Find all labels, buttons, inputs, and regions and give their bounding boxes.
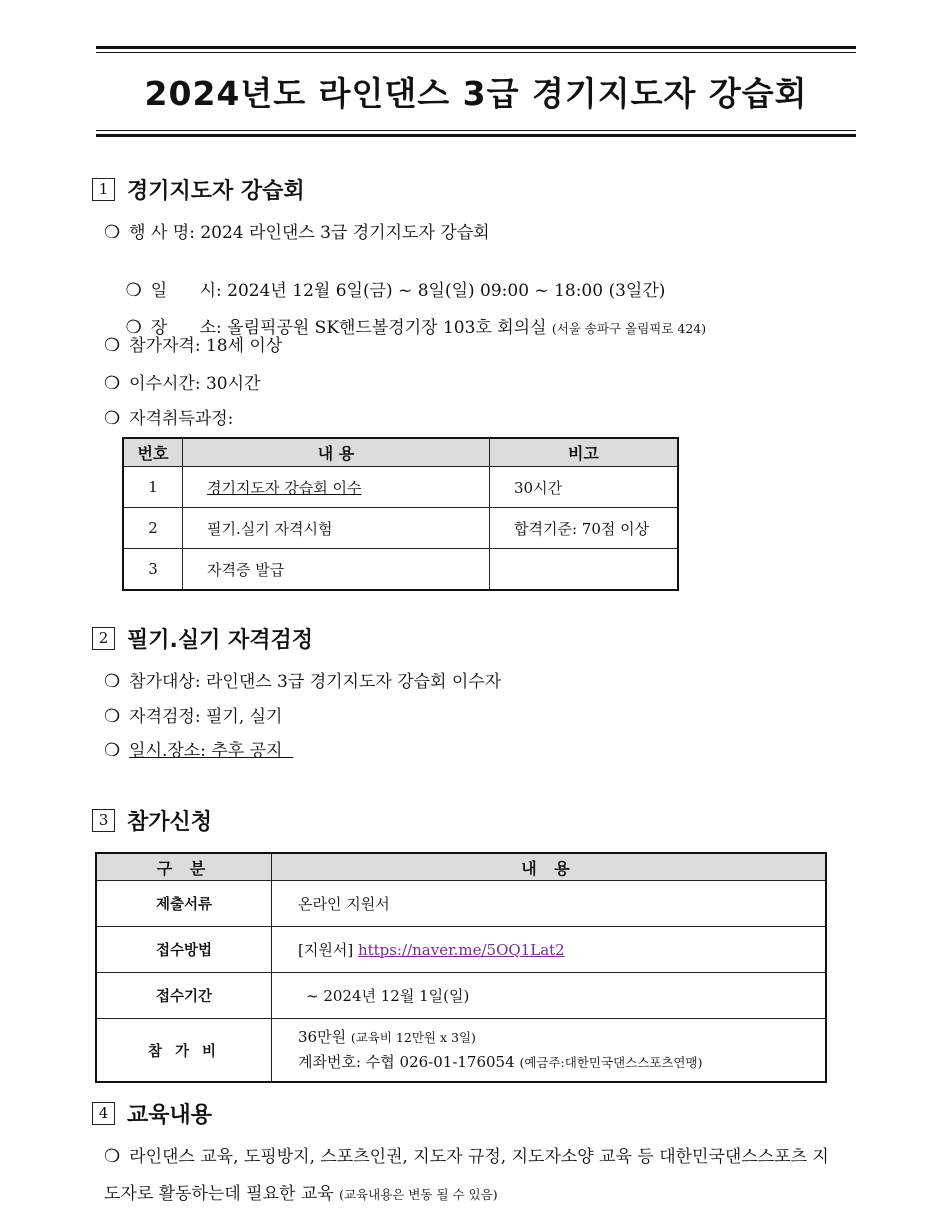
header-cell: 비고 [490, 438, 679, 467]
title-top-rule [96, 46, 856, 49]
target-item [104, 667, 501, 692]
item-label: 이수시간: [129, 374, 201, 394]
cell: 1 [123, 467, 183, 508]
table-header-row [123, 438, 678, 467]
header-cell: 구 분 [96, 853, 272, 881]
section-3-heading [92, 805, 212, 836]
bullet-icon: ❍ [104, 1146, 121, 1167]
item-value: 필기, 실기 [205, 707, 283, 727]
section-title: 경기지도자 강습회 [127, 179, 305, 204]
item-value: 2024 라인댄스 3급 경기지도자 강습회 [200, 223, 490, 243]
section-title: 교육내용 [127, 1103, 213, 1128]
bullet-icon: ❍ [125, 317, 142, 338]
item-label: 자격취득과정: [129, 409, 234, 429]
table-header-row [96, 853, 826, 881]
course-table [122, 437, 679, 591]
education-text: 라인댄스 교육, 도핑방지, 스포츠인권, 지도자 규정, 지도자소양 교육 등 대한민국댄스스포츠 지도자로 활동하는데 필요한 교육 [104, 1147, 829, 1204]
account-value: 계좌번호: 수협 026-01-176054 [298, 1053, 515, 1071]
exam-item [104, 702, 282, 727]
cell: 필기.실기 자격시험 [183, 508, 490, 549]
table-row [123, 508, 678, 549]
item-value: 라인댄스 3급 경기지도자 강습회 이수자 [205, 672, 502, 692]
item-value: 추후 공지 [211, 741, 283, 761]
bullet-icon: ❍ [104, 706, 121, 727]
section-number: 2 [92, 627, 115, 650]
row-label: 접수방법 [96, 927, 272, 973]
item-value: 18세 이상 [205, 336, 283, 356]
table-row [96, 881, 826, 927]
table-row [96, 973, 826, 1019]
cell: 합격기준: 70점 이상 [490, 508, 679, 549]
row-label: 참 가 비 [96, 1019, 272, 1083]
section-4-heading [92, 1098, 212, 1129]
table-row [96, 1019, 826, 1083]
title-top-rule-thin [96, 52, 856, 53]
header-cell: 번호 [123, 438, 183, 467]
row-label: 접수기간 [96, 973, 272, 1019]
cell: ~ 2024년 12월 1일(일) [272, 973, 827, 1019]
schedule-item [104, 736, 299, 761]
header-cell: 내 용 [272, 853, 827, 881]
section-title: 필기.실기 자격검정 [127, 628, 314, 653]
cell: 2 [123, 508, 183, 549]
item-label: 참가대상: [129, 672, 201, 692]
cell: 온라인 지원서 [272, 881, 827, 927]
education-content [104, 1138, 832, 1213]
item-label: 일 시: [150, 281, 222, 301]
account-note: (예금주:대한민국댄스스포츠연맹) [519, 1055, 703, 1070]
bullet-icon: ❍ [125, 280, 142, 301]
item-label: 자격검정: [129, 707, 201, 727]
fee-note: (교육비 12만원 x 3일) [350, 1030, 476, 1045]
table-row [96, 927, 826, 973]
event-name-item [104, 218, 490, 243]
table-row [123, 549, 678, 591]
bullet-icon: ❍ [104, 335, 121, 356]
bullet-icon: ❍ [104, 671, 121, 692]
bullet-icon: ❍ [104, 373, 121, 394]
section-number: 3 [92, 809, 115, 832]
cell: 자격증 발급 [183, 549, 490, 591]
item-label: 행 사 명: [129, 223, 195, 243]
application-table [95, 852, 827, 1083]
bullet-icon: ❍ [104, 740, 121, 761]
bullet-icon: ❍ [104, 222, 121, 243]
section-title: 참가신청 [127, 810, 213, 835]
course-item [104, 404, 233, 429]
schedule-underlined [129, 741, 299, 761]
section-2-heading [92, 623, 313, 654]
row-label: 제출서류 [96, 881, 272, 927]
title-bottom-rule-thin [96, 130, 856, 131]
cell: 경기지도자 강습회 이수 [207, 478, 362, 497]
item-label: 참가자격: [129, 336, 201, 356]
cell: 30시간 [490, 467, 679, 508]
document-title: 2024년도 라인댄스 3급 경기지도자 강습회 [144, 74, 808, 113]
header-cell: 내 용 [183, 438, 490, 467]
item-label: 장 소: [150, 318, 222, 338]
item-value: 30시간 [205, 374, 261, 394]
cell [490, 549, 679, 591]
item-value: 2024년 12월 6일(금) ~ 8일(일) 09:00 ~ 18:00 (3일간) [227, 281, 666, 301]
section-number: 1 [92, 178, 115, 201]
cell: [지원서] [298, 941, 354, 959]
hours-item [104, 369, 260, 394]
eligibility-item [104, 331, 282, 356]
address-note: (서울 송파구 올림픽로 424) [551, 321, 707, 336]
fee-value: 36만원 [298, 1028, 347, 1046]
item-value: 올림픽공원 SK핸드볼경기장 103호 회의실 [227, 318, 547, 338]
title-bottom-rule [96, 134, 856, 137]
cell: 3 [123, 549, 183, 591]
education-note: (교육내용은 변동 될 수 있음) [339, 1187, 498, 1202]
section-number: 4 [92, 1102, 115, 1125]
table-row [123, 467, 678, 508]
item-label: 일시.장소: [129, 741, 206, 761]
bullet-icon: ❍ [104, 408, 121, 429]
application-link[interactable]: https://naver.me/5OQ1Lat2 [357, 941, 565, 959]
title-box [96, 46, 856, 138]
section-1-heading [92, 174, 305, 205]
